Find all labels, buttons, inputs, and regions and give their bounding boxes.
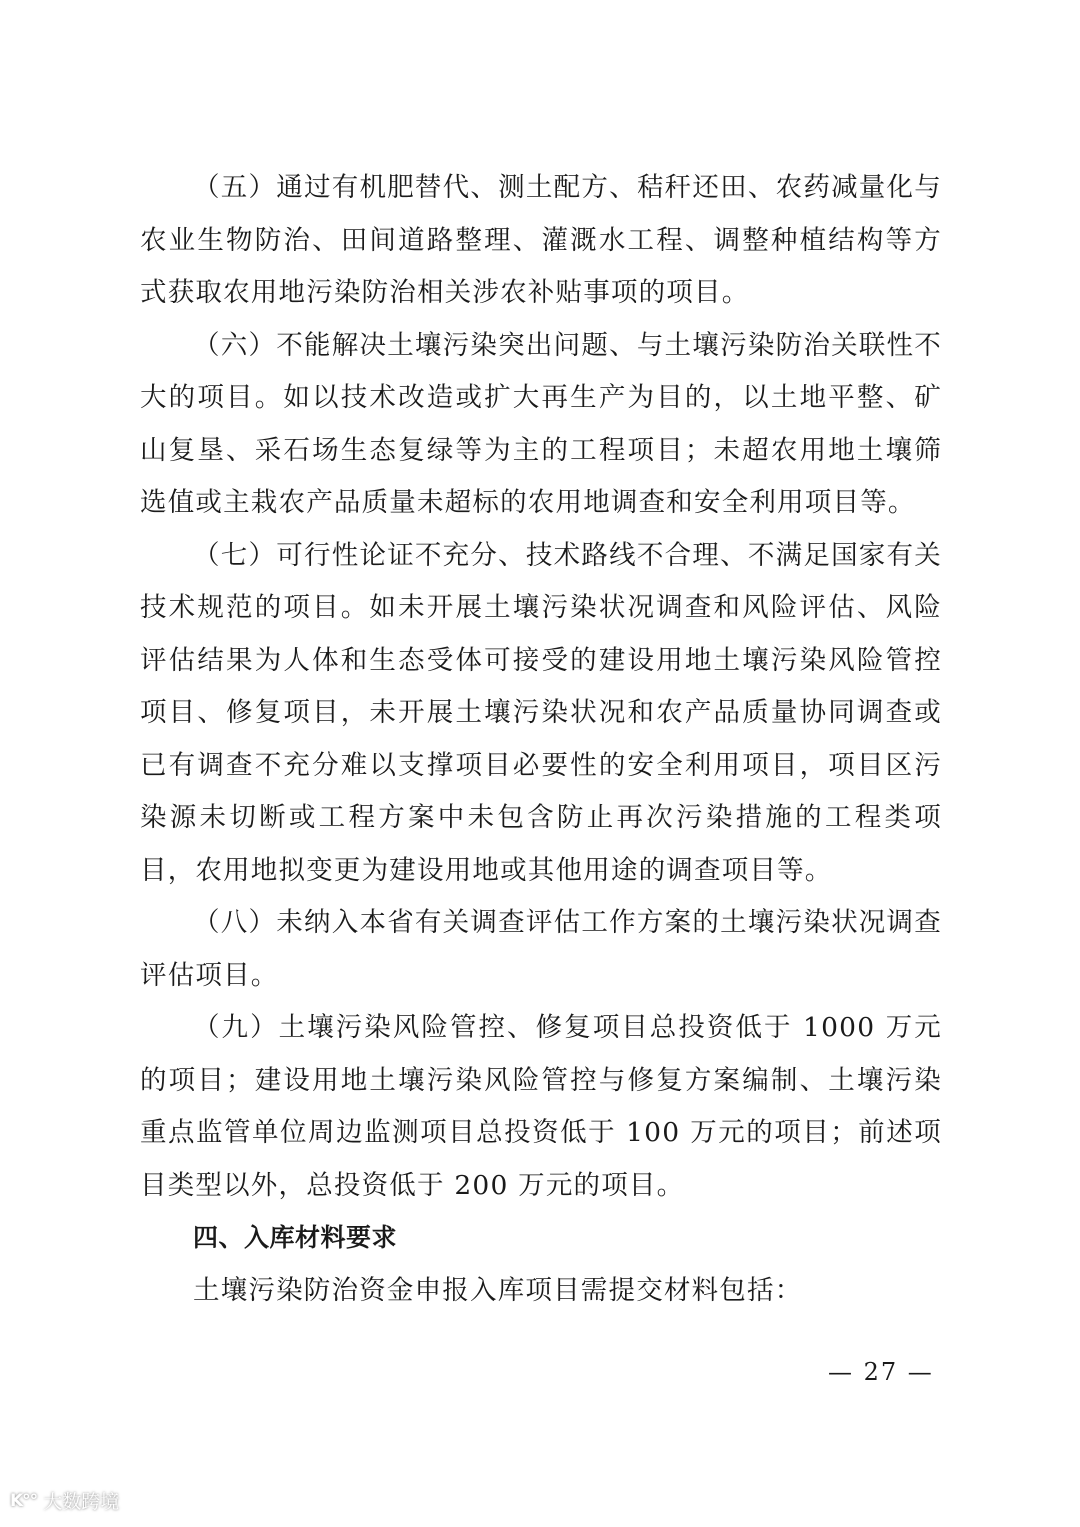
paragraph-item-6: （六）不能解决土壤污染突出问题、与土壤污染防治关联性不大的项目。如以技术改造或扩大再生产为目的，以土地平整、矿山复垦、采石场生态复绿等为主的工程项目；未超农用地土壤筛选值或主栽农产品质量未超标的农用地调查和安全利用项目等。 xyxy=(140,329,942,518)
section-heading: 四、入库材料要求 xyxy=(193,1223,398,1252)
paragraph-item-7: （七）可行性论证不充分、技术路线不合理、不满足国家有关技术规范的项目。如未开展土壤污染状况调查和风险评估、风险评估结果为人体和生态受体可接受的建设用地土壤污染风险管控项目、修复项目，未开展土壤污染状况和农产品质量协同调查或已有调查不充分难以支撑项目必要性的安全利用项目，项目区污染源未切断或工程方案中未包含防止再次污染措施的工程类项目，农用地拟变更为建设用地或其他用途的调查项目等。 xyxy=(140,539,942,886)
watermark xyxy=(10,1487,119,1514)
paragraph-item-5: （五）通过有机肥替代、测土配方、秸秆还田、农药减量化与农业生物防治、田间道路整理、灌溉水工程、调整种植结构等方式获取农用地污染防治相关涉农补贴事项的项目。 xyxy=(140,172,942,308)
watermark-brand-text: 大数跨境 xyxy=(43,1491,120,1513)
section-intro: 土壤污染防治资金申报入库项目需提交材料包括： xyxy=(193,1274,803,1306)
paragraph-item-9: （九）土壤污染风险管控、修复项目总投资低于 1000 万元的项目；建设用地土壤污染风险管控与修复方案编制、土壤污染重点监管单位周边监测项目总投资低于 100 万元的项目；前述项目类型以外，总投资低于 200 万元的项目。 xyxy=(140,1012,942,1201)
paragraph-item-8: （八）未纳入本省有关调查评估工作方案的土壤污染状况调查评估项目。 xyxy=(140,907,942,991)
page-number: — 27 — xyxy=(828,1358,934,1386)
watermark-logo-icon: K°° xyxy=(10,1490,38,1511)
document-page-body xyxy=(140,162,942,1317)
